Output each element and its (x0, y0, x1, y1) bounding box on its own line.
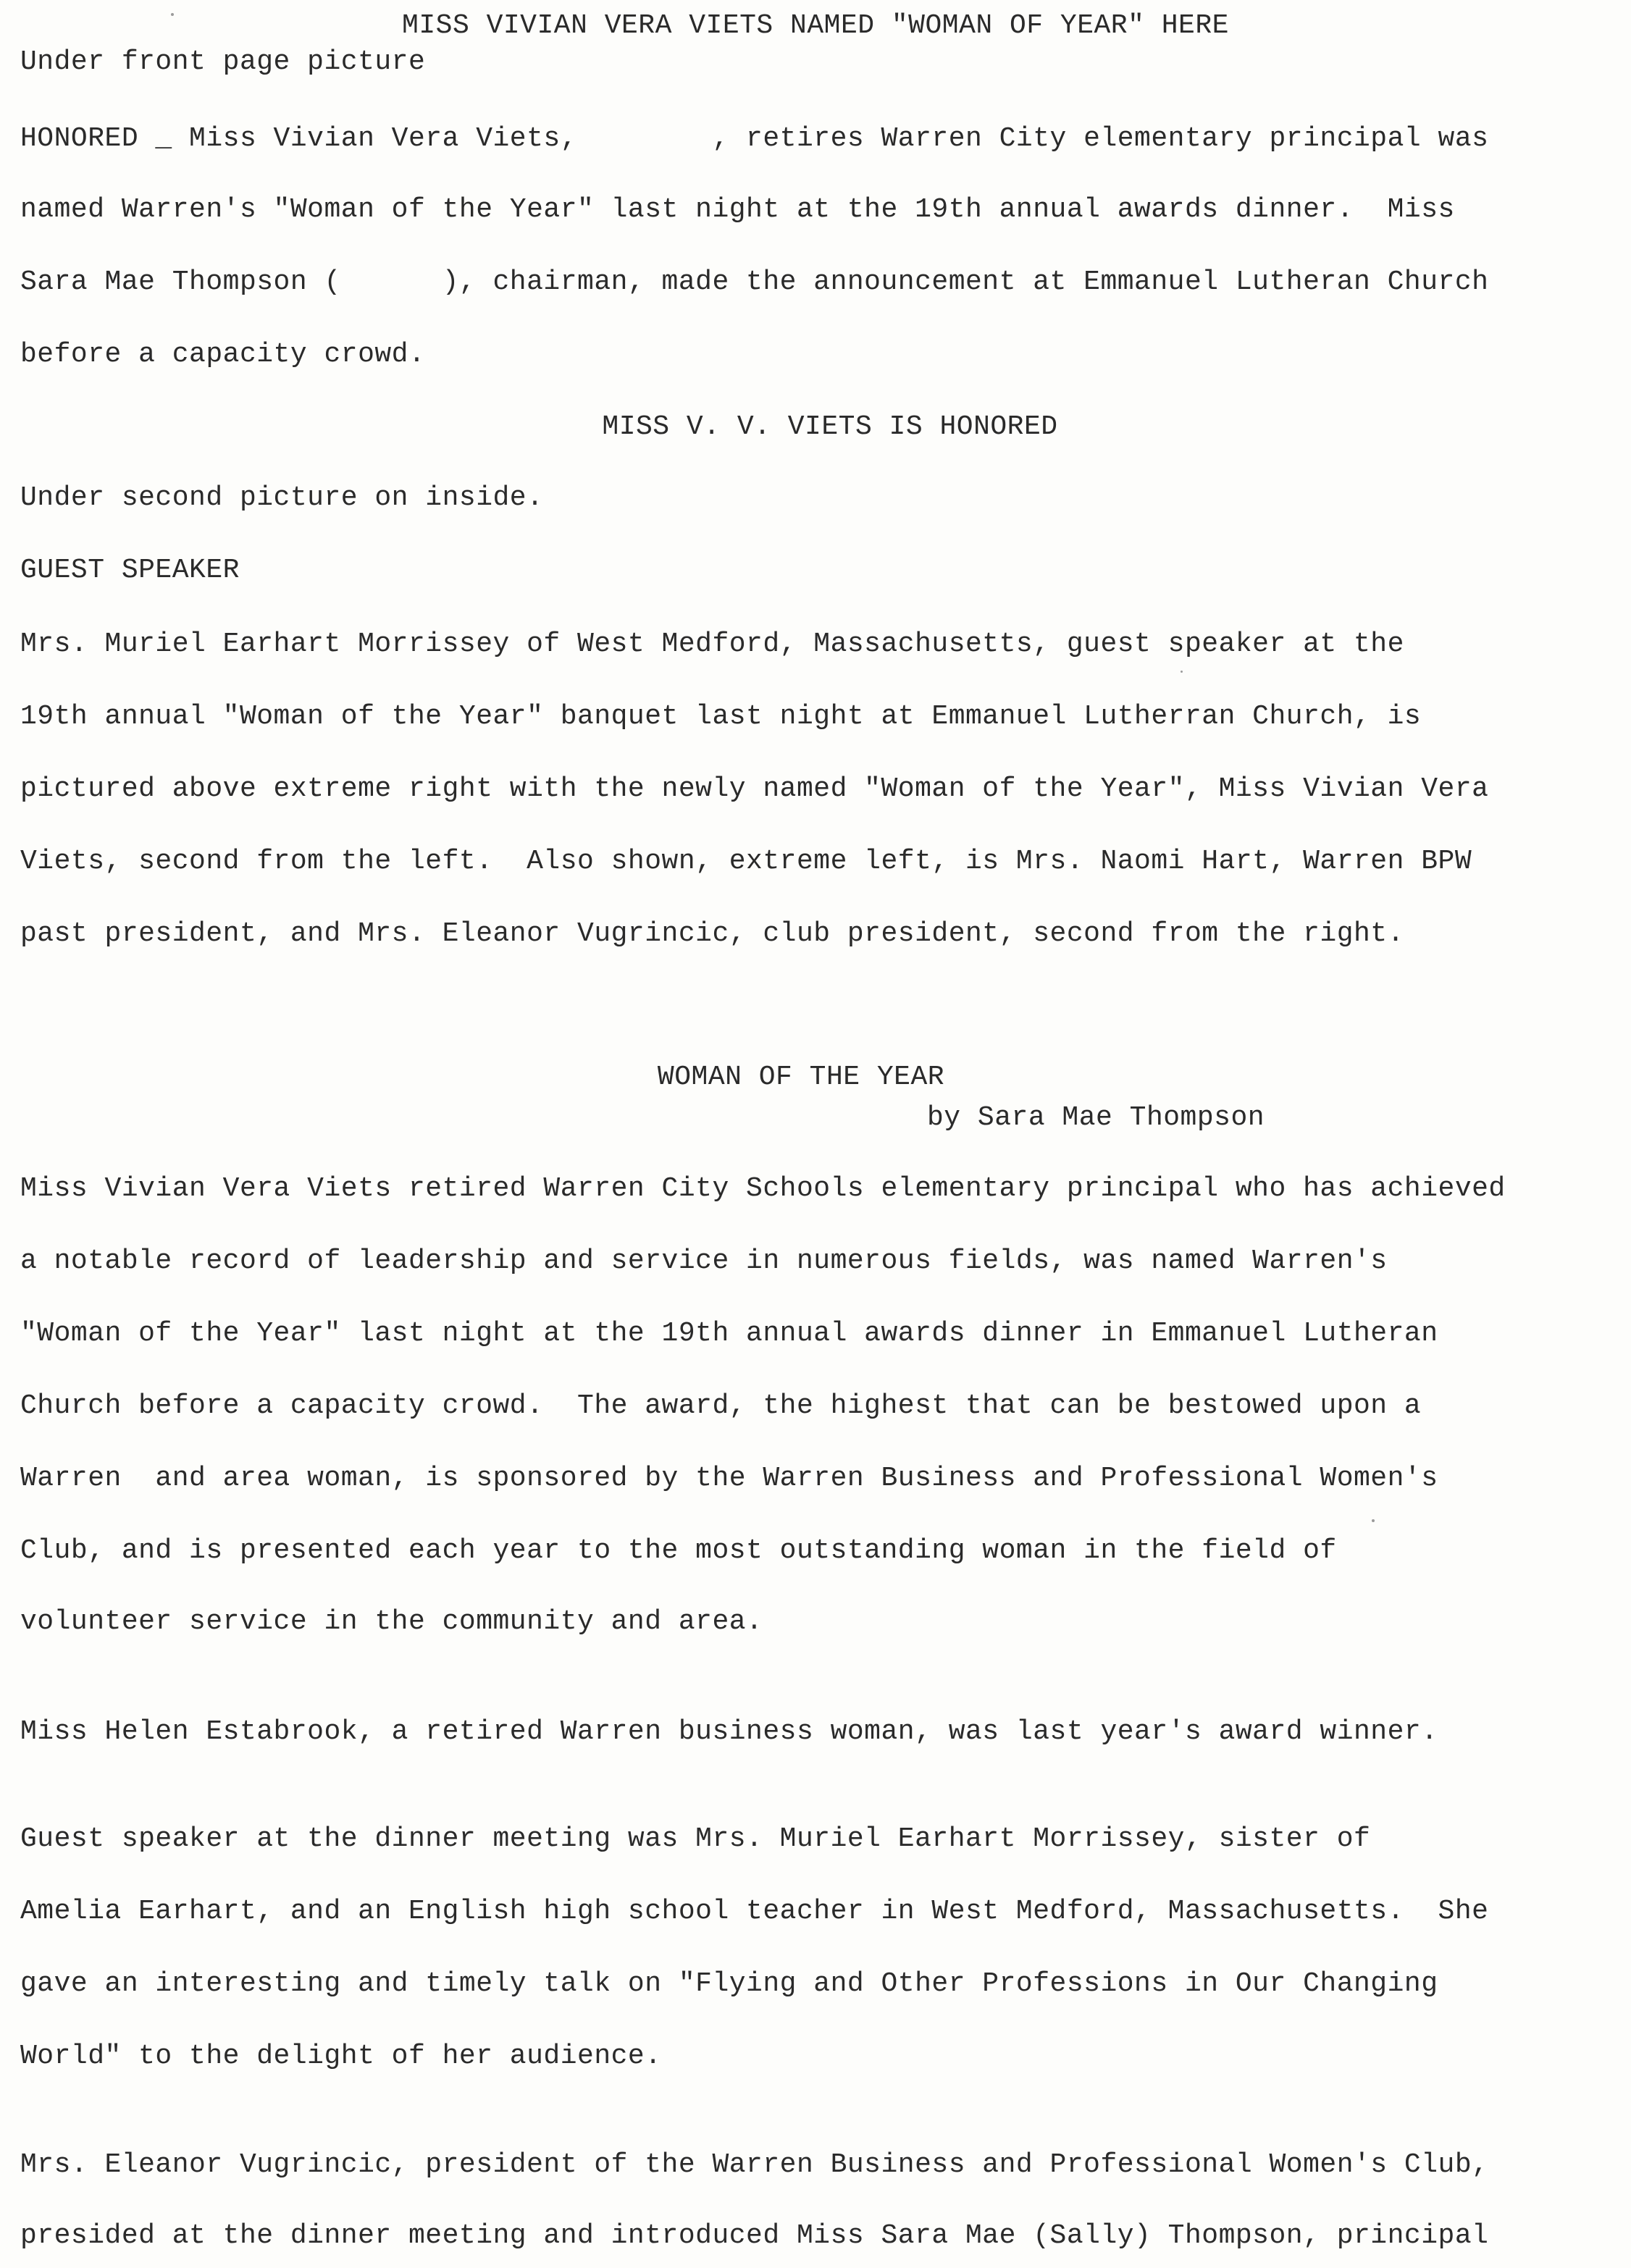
paper-speck (1181, 671, 1183, 673)
article-line: "Woman of the Year" last night at the 19th annual awards dinner in Emmanuel Lutheran (20, 1318, 1438, 1349)
article-heading: WOMAN OF THE YEAR (657, 1062, 945, 1093)
article-line: Club, and is presented each year to the most outstanding woman in the field of (20, 1535, 1337, 1566)
caption1-line: HONORED _ Miss Vivian Vera Viets, , retires Warren City elementary principal was (20, 123, 1489, 154)
section-heading: MISS V. V. VIETS IS HONORED (602, 411, 1058, 442)
article-line: Warren and area woman, is sponsored by the Warren Business and Professional Women's (20, 1463, 1438, 1494)
guest-speaker-label: GUEST SPEAKER (20, 555, 240, 586)
article-line: volunteer service in the community and area. (20, 1606, 763, 1637)
article-line: World" to the delight of her audience. (20, 2041, 662, 2072)
article-line: Guest speaker at the dinner meeting was Mrs. Muriel Earhart Morrissey, sister of (20, 1823, 1371, 1855)
caption1-line: before a capacity crowd. (20, 339, 426, 370)
caption2-line: 19th annual "Woman of the Year" banquet last night at Emmanuel Lutherran Church, is (20, 701, 1422, 732)
caption1-line: Sara Mae Thompson ( ), chairman, made the announcement at Emmanuel Lutheran Church (20, 266, 1489, 298)
caption2-line: past president, and Mrs. Eleanor Vugrincic, club president, second from the right. (20, 918, 1404, 949)
article-line: Miss Helen Estabrook, a retired Warren business woman, was last year's award winner. (20, 1716, 1438, 1747)
document-title: MISS VIVIAN VERA VIETS NAMED "WOMAN OF YEAR" HERE (402, 10, 1229, 41)
article-line: a notable record of leadership and service in numerous fields, was named Warren's (20, 1246, 1388, 1277)
article-line: Mrs. Eleanor Vugrincic, president of the Warren Business and Professional Women's Club, (20, 2149, 1489, 2180)
caption2-line: Viets, second from the left. Also shown, extreme left, is Mrs. Naomi Hart, Warren BPW (20, 846, 1472, 877)
caption2-line: pictured above extreme right with the newly named "Woman of the Year", Miss Vivian Vera (20, 773, 1489, 805)
article-line: Amelia Earhart, and an English high school teacher in West Medford, Massachusetts. She (20, 1896, 1489, 1927)
caption2-line: Mrs. Muriel Earhart Morrissey of West Medford, Massachusetts, guest speaker at the (20, 629, 1404, 660)
second-picture-note: Under second picture on inside. (20, 482, 544, 513)
article-line: Church before a capacity crowd. The award, the highest that can be bestowed upon a (20, 1390, 1422, 1421)
front-page-note: Under front page picture (20, 46, 426, 77)
article-byline: by Sara Mae Thompson (927, 1102, 1265, 1133)
caption1-line: named Warren's "Woman of the Year" last night at the 19th annual awards dinner. Miss (20, 194, 1455, 225)
article-line: presided at the dinner meeting and introduced Miss Sara Mae (Sally) Thompson, principal (20, 2220, 1489, 2251)
paper-speck (1372, 1519, 1375, 1522)
article-line: gave an interesting and timely talk on "Flying and Other Professions in Our Changing (20, 1968, 1438, 1999)
article-line: Miss Vivian Vera Viets retired Warren City Schools elementary principal who has achieved (20, 1173, 1506, 1204)
